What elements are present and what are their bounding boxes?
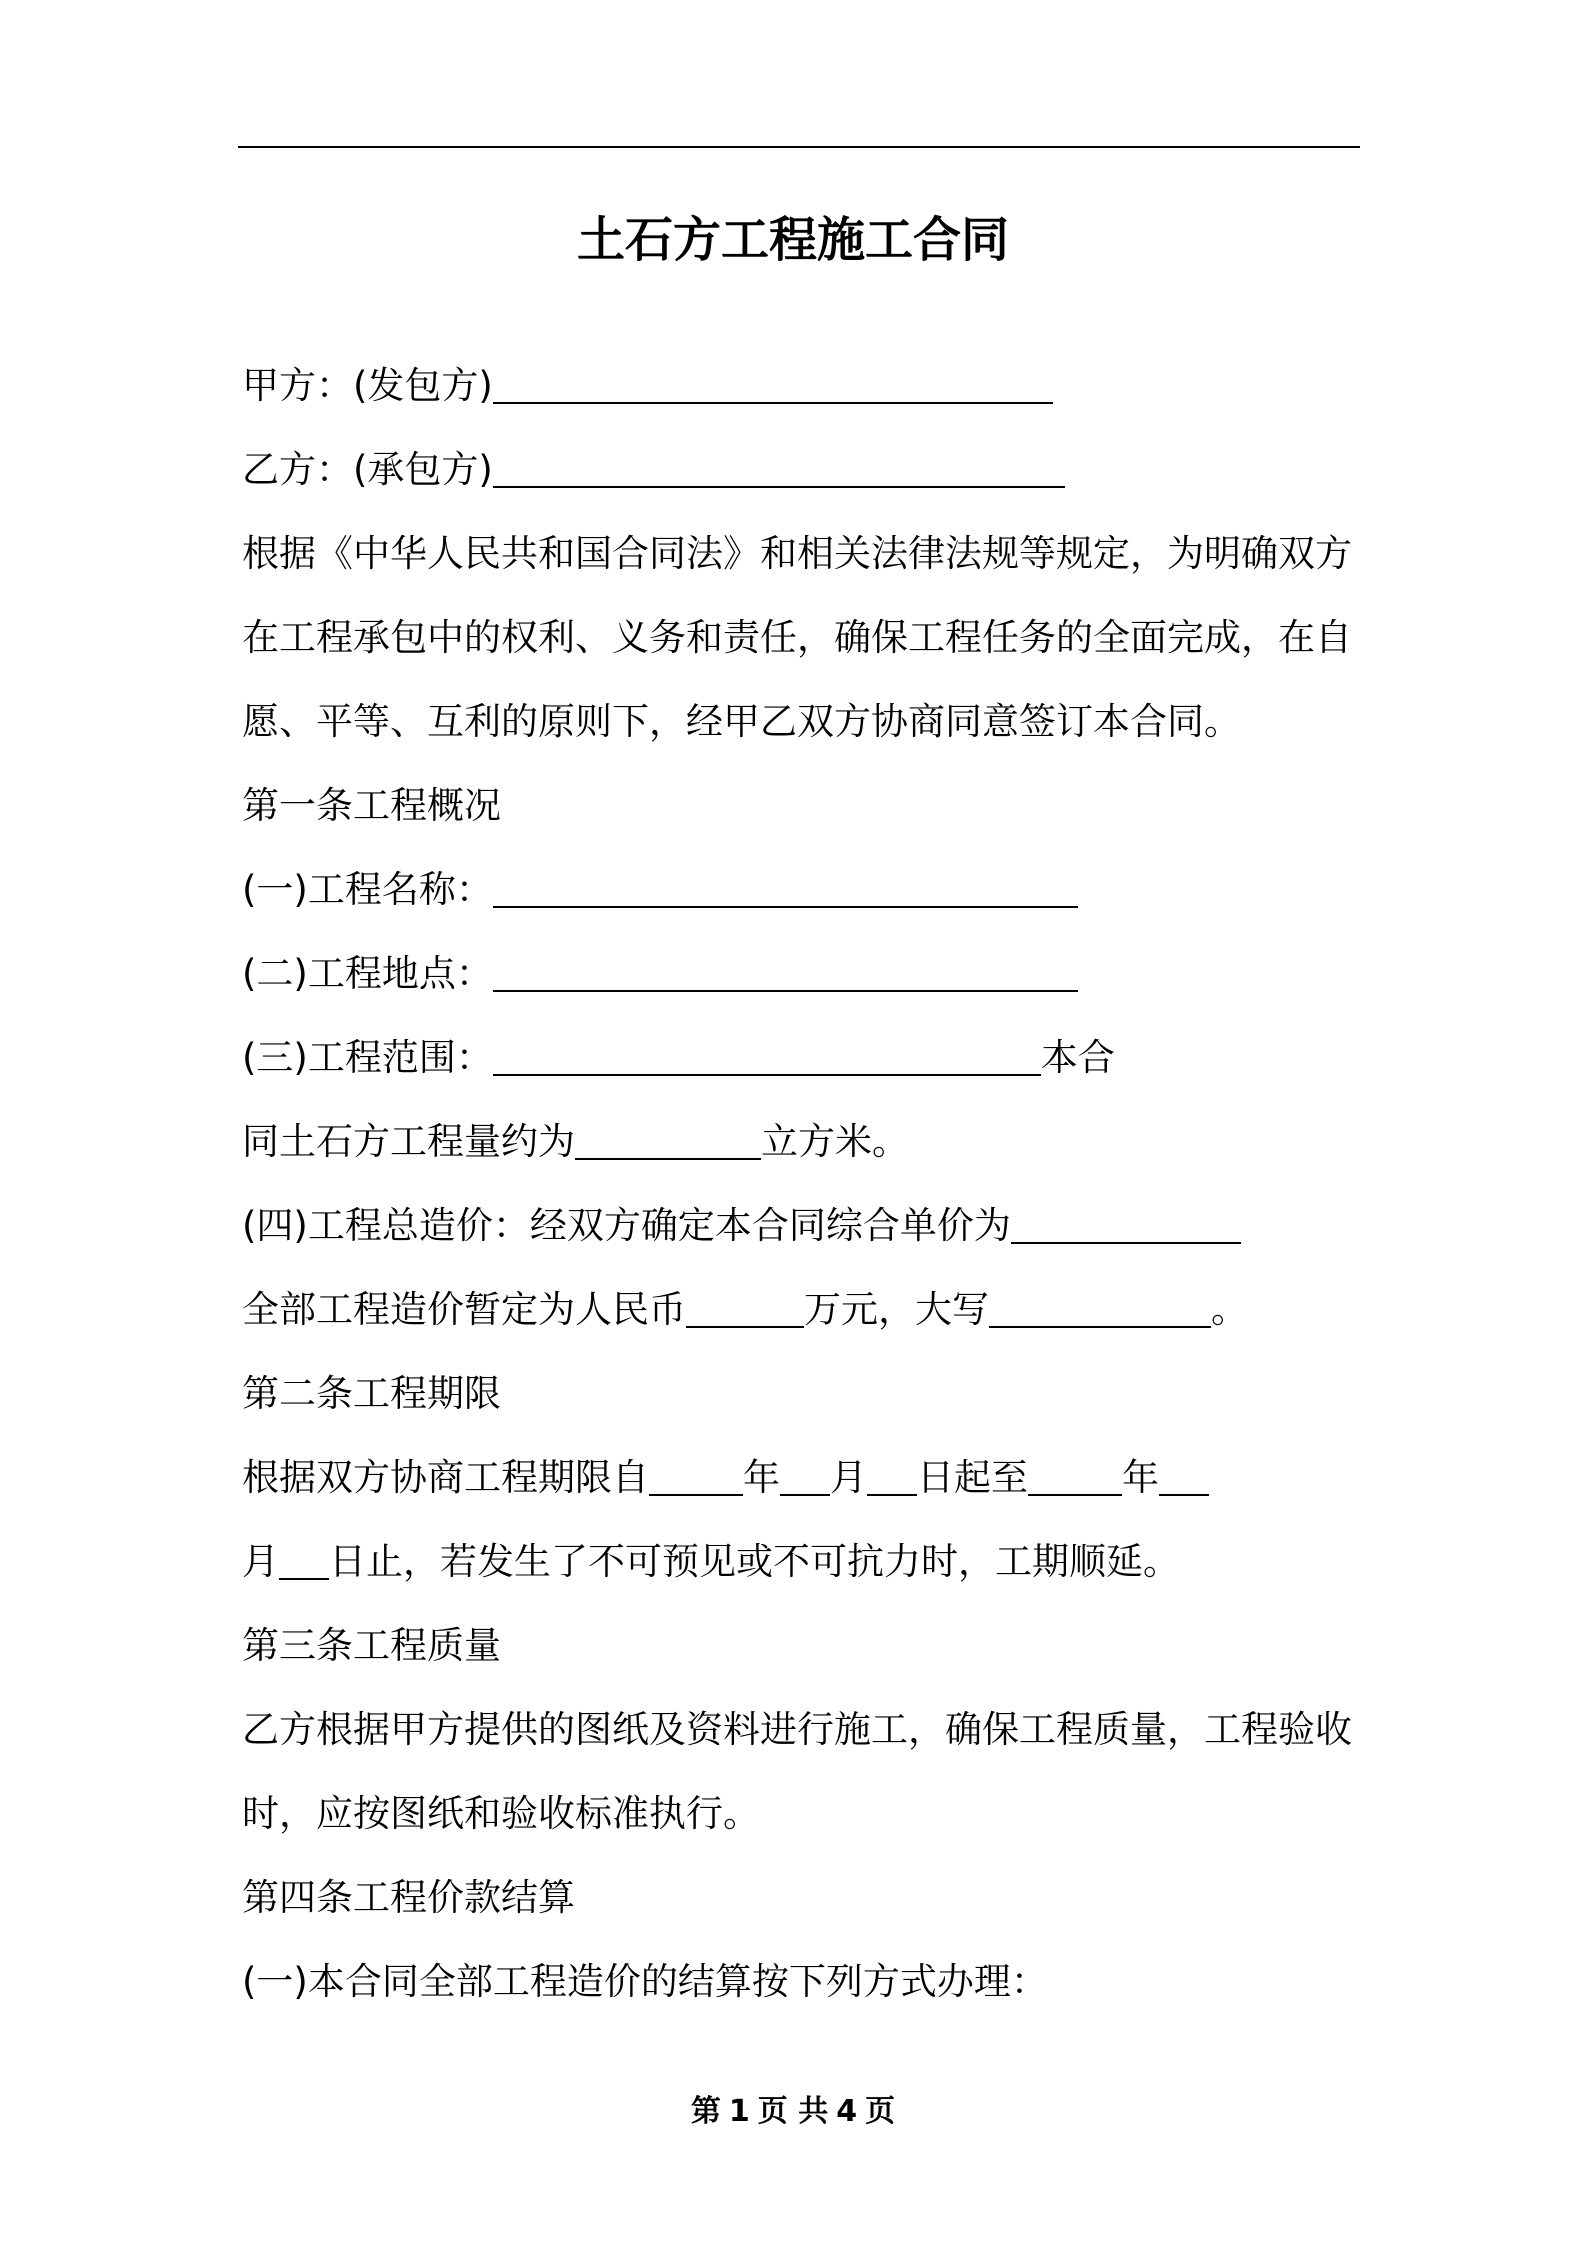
page-mid: 页 共 bbox=[757, 2094, 829, 2129]
unit-price-line bbox=[242, 1184, 1368, 1268]
page-current: 1 bbox=[728, 2094, 750, 2129]
total-price-label: 全部工程造价暂定为人民币 bbox=[242, 1288, 686, 1331]
contract-body bbox=[242, 344, 1368, 2024]
project-scope-blank bbox=[493, 1028, 1041, 1076]
total-price-line bbox=[242, 1268, 1368, 1352]
total-words-blank bbox=[989, 1280, 1211, 1328]
party-b-blank bbox=[493, 440, 1065, 488]
document-title: 土石方工程施工合同 bbox=[576, 212, 1009, 268]
unit-price-label: (四)工程总造价：经双方确定本合同综合单价为 bbox=[242, 1204, 1011, 1247]
party-a-label: 甲方：(发包方) bbox=[242, 364, 493, 407]
period-label: 根据双方协商工程期限自 bbox=[242, 1456, 649, 1499]
end-month-blank bbox=[1159, 1448, 1209, 1496]
period-line-2 bbox=[242, 1520, 1368, 1604]
quantity-line bbox=[242, 1100, 1368, 1184]
party-b-line bbox=[242, 428, 1368, 512]
project-location-blank bbox=[493, 944, 1078, 992]
unit-price-blank bbox=[1011, 1196, 1241, 1244]
article-3-heading: 第三条工程质量 bbox=[242, 1624, 501, 1667]
total-amount-blank bbox=[686, 1280, 804, 1328]
header-rule bbox=[238, 146, 1360, 148]
party-a-blank bbox=[493, 356, 1053, 404]
article-4-heading: 第四条工程价款结算 bbox=[242, 1876, 575, 1919]
quantity-unit: 立方米。 bbox=[761, 1120, 909, 1163]
project-scope-label: (三)工程范围： bbox=[242, 1036, 493, 1079]
party-a-line bbox=[242, 344, 1368, 428]
article-1-heading: 第一条工程概况 bbox=[242, 784, 501, 827]
page-footer bbox=[0, 2092, 1586, 2132]
project-location-line bbox=[242, 932, 1368, 1016]
settlement-line-1: (一)本合同全部工程造价的结算按下列方式办理： bbox=[242, 1960, 1048, 2003]
end-day-blank bbox=[279, 1532, 329, 1580]
period-line-1 bbox=[242, 1436, 1368, 1520]
party-b-label: 乙方：(承包方) bbox=[242, 448, 493, 491]
page-total: 4 bbox=[836, 2094, 858, 2129]
start-year-blank bbox=[649, 1448, 743, 1496]
preamble-line-2: 在工程承包中的权利、义务和责任，确保工程任务的全面完成，在自 bbox=[242, 616, 1352, 659]
end-year-blank bbox=[1028, 1448, 1122, 1496]
start-month-unit: 月 bbox=[830, 1456, 867, 1499]
preamble-line-1: 根据《中华人民共和国合同法》和相关法律法规等规定，为明确双方 bbox=[242, 532, 1352, 575]
page-prefix: 第 bbox=[690, 2094, 721, 2129]
quality-line-1: 乙方根据甲方提供的图纸及资料进行施工，确保工程质量，工程验收 bbox=[242, 1708, 1352, 1751]
start-month-blank bbox=[780, 1448, 830, 1496]
quality-line-2: 时，应按图纸和验收标准执行。 bbox=[242, 1792, 760, 1835]
start-day-blank bbox=[867, 1448, 917, 1496]
preamble-line-3: 愿、平等、互利的原则下，经甲乙双方协商同意签订本合同。 bbox=[242, 700, 1241, 743]
project-name-line bbox=[242, 848, 1368, 932]
period-clause: 日止，若发生了不可预见或不可抗力时，工期顺延。 bbox=[329, 1540, 1180, 1583]
project-scope-line bbox=[242, 1016, 1368, 1100]
article-2-heading: 第二条工程期限 bbox=[242, 1372, 501, 1415]
quantity-blank bbox=[575, 1112, 761, 1160]
project-name-label: (一)工程名称： bbox=[242, 868, 493, 911]
total-unit-label: 万元，大写 bbox=[804, 1288, 989, 1331]
project-scope-tail: 本合 bbox=[1040, 1036, 1115, 1079]
page-suffix: 页 bbox=[865, 2094, 896, 2129]
start-year-unit: 年 bbox=[743, 1456, 780, 1499]
project-location-label: (二)工程地点： bbox=[242, 952, 493, 995]
total-period: 。 bbox=[1211, 1288, 1248, 1331]
project-name-blank bbox=[493, 860, 1078, 908]
end-year-unit: 年 bbox=[1122, 1456, 1159, 1499]
quantity-label: 同土石方工程量约为 bbox=[242, 1120, 575, 1163]
end-month-unit: 月 bbox=[242, 1540, 279, 1583]
start-day-unit: 日起至 bbox=[917, 1456, 1028, 1499]
